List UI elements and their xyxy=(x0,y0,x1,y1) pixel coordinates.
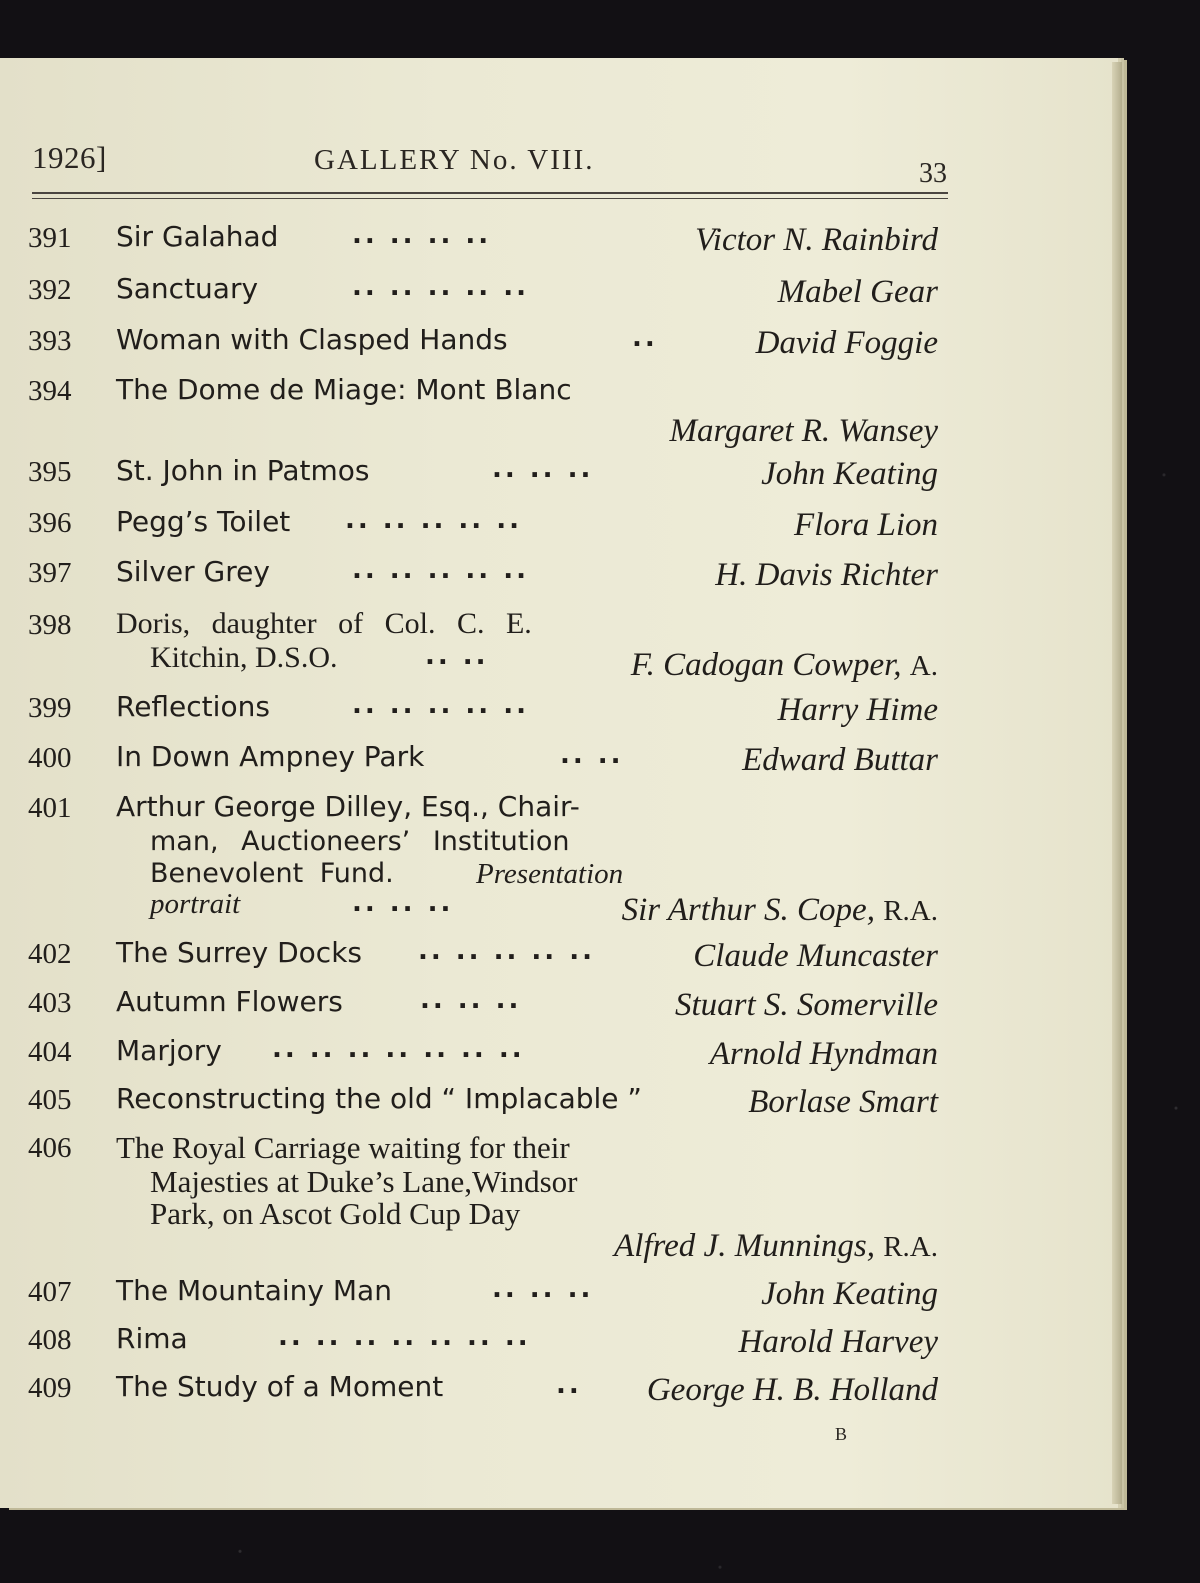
entry-number: 408 xyxy=(28,1324,72,1356)
entry-title: Marjory xyxy=(116,1034,222,1067)
leader-dots: .. .. .. .. .. xyxy=(352,272,529,302)
artist-name: Flora Lion xyxy=(794,507,938,543)
leader-dots: .. .. .. xyxy=(352,888,454,918)
entry-number: 395 xyxy=(28,456,72,488)
entry-title-line2: man, Auctioneers’ Institution xyxy=(150,826,570,857)
artist-name: John Keating xyxy=(761,456,938,492)
artist-name: Mabel Gear xyxy=(777,274,938,310)
leader-dots: .. .. .. xyxy=(492,454,594,484)
entry-title: Autumn Flowers xyxy=(116,985,343,1018)
leader-dots: .. .. .. .. .. xyxy=(352,690,529,720)
entry-title-line2: Majesties at Duke’s Lane,Windsor xyxy=(150,1164,578,1199)
artist-name: Harold Harvey xyxy=(738,1324,938,1360)
entry-title: Woman with Clasped Hands xyxy=(116,323,508,356)
entry-title: St. John in Patmos xyxy=(116,454,370,487)
entry-title: Rima xyxy=(116,1322,188,1355)
entry-title: The Study of a Moment xyxy=(116,1370,444,1403)
entry-title: The Surrey Docks xyxy=(116,936,362,969)
entry-number: 400 xyxy=(28,742,72,774)
leader-dots: .. .. .. .. .. .. .. xyxy=(272,1034,525,1064)
entry-title-line3: Benevolent Fund. xyxy=(150,858,394,889)
artist-name: F. Cadogan Cowper, A. xyxy=(630,647,938,683)
leader-dots: .. .. xyxy=(425,641,489,671)
entry-number: 392 xyxy=(28,274,72,306)
entry-title-line2: Kitchin, D.S.O. xyxy=(150,641,338,674)
entry-number: 394 xyxy=(28,375,72,407)
leader-dots: .. .. .. xyxy=(492,1274,594,1304)
leader-dots: .. .. .. .. .. xyxy=(345,505,522,535)
entry-title: The Royal Carriage waiting for their xyxy=(116,1130,570,1165)
entry-number: 406 xyxy=(28,1132,72,1164)
header-year: 1926] xyxy=(32,140,107,175)
page-number: 33 xyxy=(919,158,947,189)
entry-number: 402 xyxy=(28,938,72,970)
entry-number: 398 xyxy=(28,609,72,641)
entry-title: Arthur George Dilley, Esq., Chair- xyxy=(116,790,580,823)
entry-title: Doris, daughter of Col. C. E. xyxy=(116,607,532,640)
leader-dots: .. .. .. .. xyxy=(352,220,492,250)
leader-dots: .. .. .. .. .. xyxy=(418,936,595,966)
artist-name: George H. B. Holland xyxy=(646,1372,938,1408)
entry-number: 391 xyxy=(28,222,72,254)
artist-name: H. Davis Richter xyxy=(715,557,938,593)
entry-title-line3: Park, on Ascot Gold Cup Day xyxy=(150,1196,521,1231)
artist-name: Sir Arthur S. Cope, R.A. xyxy=(621,892,938,928)
leader-dots: .. .. xyxy=(560,740,624,770)
entry-number: 407 xyxy=(28,1276,72,1308)
entry-title: The Mountainy Man xyxy=(116,1274,392,1307)
artist-name: David Foggie xyxy=(755,325,938,361)
entry-title: Silver Grey xyxy=(116,555,270,588)
artist-name: Edward Buttar xyxy=(742,742,938,778)
artist-name: Stuart S. Somerville xyxy=(674,987,938,1023)
entry-number: 405 xyxy=(28,1084,72,1116)
presentation-note: Presentation xyxy=(476,858,624,890)
entry-number: 399 xyxy=(28,692,72,724)
entry-number: 403 xyxy=(28,987,72,1019)
entry-number: 404 xyxy=(28,1036,72,1068)
artist-name: Alfred J. Munnings, R.A. xyxy=(614,1228,938,1264)
artist-name: Victor N. Rainbird xyxy=(695,222,938,258)
artist-name: Margaret R. Wansey xyxy=(669,413,938,449)
entry-number: 409 xyxy=(28,1372,72,1404)
entry-title: The Dome de Miage: Mont Blanc xyxy=(116,373,572,406)
entry-number: 396 xyxy=(28,507,72,539)
entry-title: Reconstructing the old “ Implacable ” xyxy=(116,1082,642,1115)
artist-name: John Keating xyxy=(761,1276,938,1312)
entry-number: 397 xyxy=(28,557,72,589)
entry-title: In Down Ampney Park xyxy=(116,740,425,773)
entry-number: 393 xyxy=(28,325,72,357)
entry-title: Sanctuary xyxy=(116,272,259,305)
entry-title-line4: portrait xyxy=(150,888,241,920)
signature-mark: B xyxy=(835,1424,849,1444)
leader-dots: .. xyxy=(632,323,658,353)
artist-name: Borlase Smart xyxy=(748,1084,938,1120)
gallery-title: GALLERY No. VIII. xyxy=(314,144,595,176)
leader-dots: .. .. .. .. .. xyxy=(352,555,529,585)
artist-name: Harry Hime xyxy=(777,692,938,728)
entry-title: Reflections xyxy=(116,690,270,723)
leader-dots: .. .. .. xyxy=(420,985,522,1015)
artist-name: Arnold Hyndman xyxy=(709,1036,938,1072)
entry-number: 401 xyxy=(28,792,72,824)
leader-dots: .. .. .. .. .. .. .. xyxy=(278,1322,531,1352)
entry-title: Pegg’s Toilet xyxy=(116,505,291,538)
entry-title: Sir Galahad xyxy=(116,220,279,253)
artist-name: Claude Muncaster xyxy=(693,938,938,974)
leader-dots: .. xyxy=(556,1370,582,1400)
